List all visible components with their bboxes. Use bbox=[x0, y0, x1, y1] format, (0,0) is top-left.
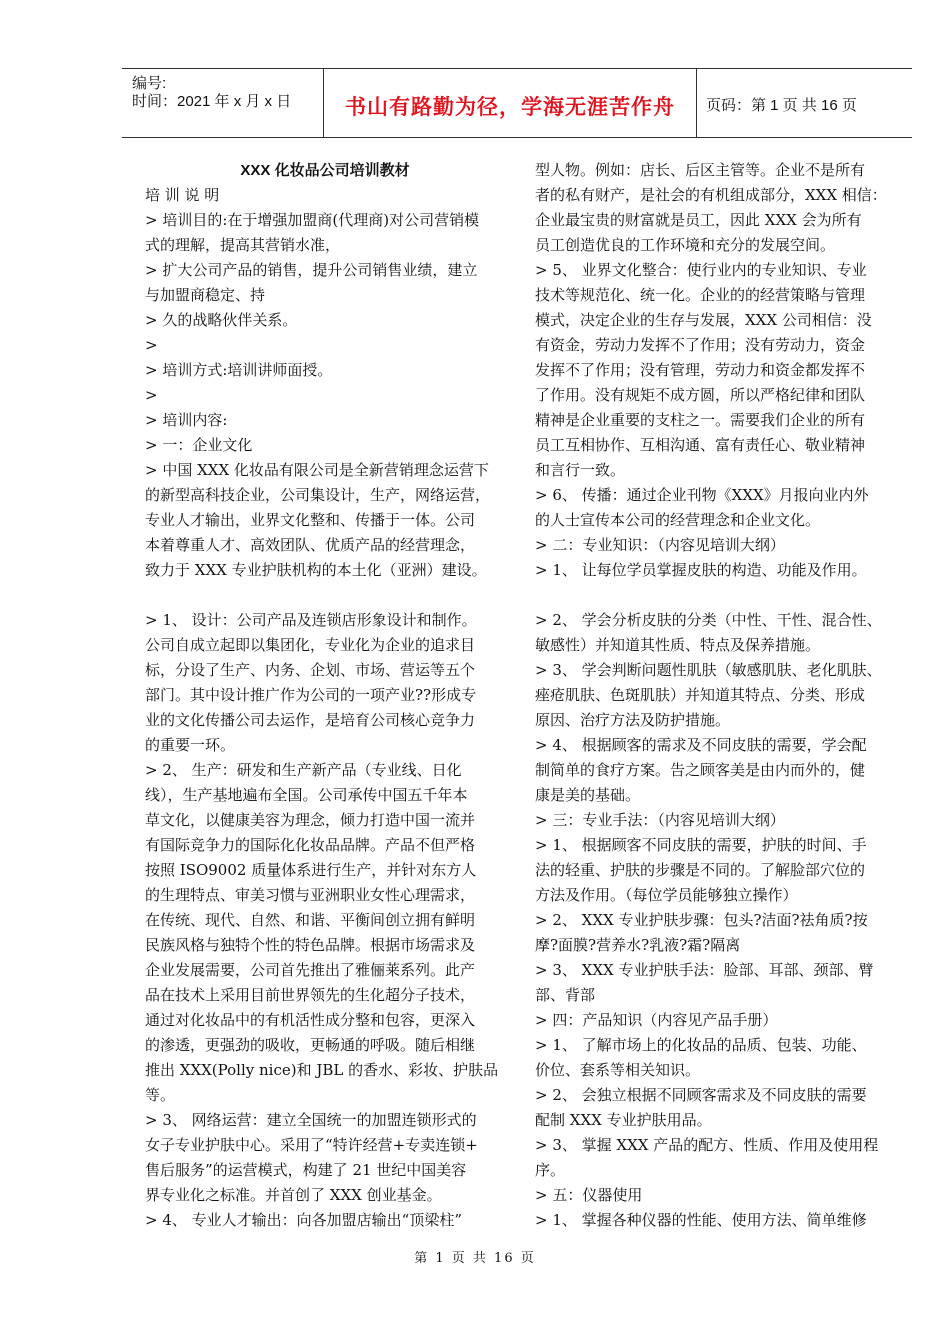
text-line: 通过对化妆品中的有机活性成分整和包容，更深入 bbox=[145, 1011, 476, 1029]
text-line: 售后服务”的运营模式，构建了 21 世纪中国美容 bbox=[145, 1161, 467, 1179]
text-line: 配制 XXX 专业护肤用品。 bbox=[535, 1111, 712, 1129]
text-line: > 6、 传播：通过企业刊物《XXX》月报向业内外 bbox=[535, 486, 869, 504]
text-line: 有国际竞争力的国际化化妆品品牌。产品不但严格 bbox=[145, 836, 476, 854]
text-line: 法的轻重、护肤的步骤是不同的。了解脸部穴位的 bbox=[535, 861, 866, 879]
text-line: > 培训方式:培训讲师面授。 bbox=[145, 361, 333, 379]
text-line: > bbox=[145, 336, 158, 354]
text-line: 价位、套系等相关知识。 bbox=[535, 1061, 701, 1079]
text-line: 的渗透，更强劲的吸收，更畅通的呼吸。随后相继 bbox=[145, 1036, 476, 1054]
text-line: 培 训 说 明 bbox=[145, 186, 220, 204]
text-line: 技术等规范化、统一化。企业的的经营策略与管理 bbox=[535, 286, 866, 304]
header-meta bbox=[122, 69, 322, 137]
text-line: 的新型高科技企业，公司集设计，生产，网络运营， bbox=[145, 486, 491, 504]
text-line: 摩?面膜?营养水?乳液?霜?隔离 bbox=[535, 936, 741, 954]
page-footer: 第 1 页 共 16 页 bbox=[414, 1251, 536, 1266]
text-line: 推出 XXX(Polly nice)和 JBL 的香水、彩妆、护肤品 bbox=[145, 1061, 499, 1079]
text-line: > 二：专业知识：（内容见培训大纲） bbox=[535, 536, 785, 554]
text-line: > 中国 XXX 化妆品有限公司是全新营销理念运营下 bbox=[145, 461, 489, 479]
text-line: > 三：专业手法：（内容见培训大纲） bbox=[535, 811, 785, 829]
text-line: 发挥不了作用；没有管理，劳动力和资金都发挥不 bbox=[535, 361, 866, 379]
text-line: 了作用。没有规矩不成方圆，所以严格纪律和团队 bbox=[535, 386, 866, 404]
text-line: > 1、 让每位学员掌握皮肤的构造、功能及作用。 bbox=[535, 561, 867, 579]
text-line: 和言行一致。 bbox=[535, 461, 626, 479]
text-line: > 1、 设计：公司产品及连锁店形象设计和制作。 bbox=[145, 611, 477, 629]
text-line: > 扩大公司产品的销售，提升公司销售业绩，建立 bbox=[145, 261, 478, 279]
text-line: > 培训内容: bbox=[145, 411, 228, 429]
text-line: 敏感性）并知道其性质、特点及保养措施。 bbox=[535, 636, 821, 654]
text-line: 在传统、现代、自然、和谐、平衡间创立拥有鲜明 bbox=[145, 911, 476, 929]
text-line: 康是美的基础。 bbox=[535, 786, 641, 804]
text-line: > 1、 掌握各种仪器的性能、使用方法、简单维修 bbox=[535, 1211, 867, 1229]
text-line: > 2、 生产：研发和生产新产品（专业线、日化 bbox=[145, 761, 462, 779]
text-line: > 2、 XXX 专业护肤步骤：包头?洁面?祛角质?按 bbox=[535, 911, 868, 929]
text-line: > 2、 会独立根据不同顾客需求及不同皮肤的需要 bbox=[535, 1086, 867, 1104]
text-line: 精神是企业重要的支柱之一。需要我们企业的所有 bbox=[535, 411, 866, 429]
text-line: > 3、 网络运营：建立全国统一的加盟连锁形式的 bbox=[145, 1111, 477, 1129]
text-line: 界专业化之标准。并首创了 XXX 创业基金。 bbox=[145, 1186, 442, 1204]
text-line: 有资金，劳动力发挥不了作用；没有劳动力，资金 bbox=[535, 336, 866, 354]
text-line: > 5、 业界文化整合：使行业内的专业知识、专业 bbox=[535, 261, 867, 279]
text-line: 型人物。例如：店长、后区主管等。企业不是所有 bbox=[535, 161, 866, 179]
text-line: 公司自成立起即以集团化，专业化为企业的追求目 bbox=[145, 636, 476, 654]
header-motto: 书山有路勤为径，学海无涯苦作舟 bbox=[345, 94, 675, 119]
text-line: > 4、 专业人才输出：向各加盟店输出“顶梁柱” bbox=[145, 1211, 462, 1229]
text-line: 模式，决定企业的生存与发展，XXX 公司相信：没 bbox=[535, 311, 872, 329]
text-line: 部、背部 bbox=[535, 986, 596, 1004]
text-line: 草文化，以健康美容为理念，倾力打造中国一流并 bbox=[145, 811, 476, 829]
text-line: > 久的战略伙伴关系。 bbox=[145, 311, 298, 329]
text-line: 企业最宝贵的财富就是员工，因此 XXX 会为所有 bbox=[535, 211, 862, 229]
text-line: 本着尊重人才、高效团队、优质产品的经营理念， bbox=[145, 536, 476, 554]
right-text-column bbox=[535, 158, 900, 1233]
text-line: 品在技术上采用目前世界领先的生化超分子技术， bbox=[145, 986, 476, 1004]
page-header bbox=[122, 68, 912, 138]
text-line bbox=[535, 583, 900, 608]
text-line: 的生理特点、审美习惯与亚洲职业女性心理需求， bbox=[145, 886, 476, 904]
text-line: > 一：企业文化 bbox=[145, 436, 253, 454]
text-line: 致力于 XXX 专业护肤机构的本土化（亚洲）建设。 bbox=[145, 561, 487, 579]
text-line: 者的私有财产，是社会的有机组成部分，XXX 相信： bbox=[535, 186, 887, 204]
text-line: > bbox=[145, 386, 158, 404]
text-line: 与加盟商稳定、持 bbox=[145, 286, 266, 304]
text-line: > 3、 学会判断问题性肌肤（敏感肌肤、老化肌肤、 bbox=[535, 661, 882, 679]
text-line: 的人士宣传本公司的经营理念和企业文化。 bbox=[535, 511, 821, 529]
text-line: > 3、 XXX 专业护肤手法：脸部、耳部、颈部、臂 bbox=[535, 961, 874, 979]
text-line: 的重要一环。 bbox=[145, 736, 236, 754]
text-line: 痤疮肌肤、色斑肌肤）并知道其特点、分类、形成 bbox=[535, 686, 866, 704]
text-line: 民族风格与独特个性的特色品牌。根据市场需求及 bbox=[145, 936, 476, 954]
text-line: 线），生产基地遍布全国。公司承传中国五千年本 bbox=[145, 786, 468, 804]
text-line: > 四：产品知识（内容见产品手册） bbox=[535, 1011, 778, 1029]
text-line: > 1、 根据顾客不同皮肤的需要，护肤的时间、手 bbox=[535, 836, 867, 854]
header-motto-cell bbox=[323, 69, 697, 137]
text-line: 女子专业护肤中心。采用了“特许经营+专卖连锁+ bbox=[145, 1136, 478, 1154]
document-date-label: 时间：2021 年 x 月 x 日 bbox=[132, 93, 292, 110]
text-line: 式的理解，提高其营销水准， bbox=[145, 236, 341, 254]
text-line: 部门。其中设计推广作为公司的一项产业??形成专 bbox=[145, 686, 477, 704]
text-line: > 1、 了解市场上的化妆品的品质、包装、功能、 bbox=[535, 1036, 867, 1054]
text-line: 按照 ISO9002 质量体系进行生产，并针对东方人 bbox=[145, 861, 477, 879]
document-title: XXX 化妆品公司培训教材 bbox=[240, 162, 410, 179]
text-line: 制简单的食疗方案。告之顾客美是由内而外的，健 bbox=[535, 761, 866, 779]
text-line: 业的文化传播公司去运作，是培育公司核心竞争力 bbox=[145, 711, 476, 729]
text-line: 员工互相协作、互相沟通、富有责任心、敬业精神 bbox=[535, 436, 866, 454]
text-line: 序。 bbox=[535, 1161, 566, 1179]
text-line: 原因、治疗方法及防护措施。 bbox=[535, 711, 731, 729]
text-line: 专业人才输出，业界文化整和、传播于一体。公司 bbox=[145, 511, 476, 529]
text-line: 员工创造优良的工作环境和充分的发展空间。 bbox=[535, 236, 836, 254]
header-page-number: 页码：第 1 页 共 16 页 bbox=[706, 97, 857, 114]
text-line: > 2、 学会分析皮肤的分类（中性、干性、混合性、 bbox=[535, 611, 882, 629]
text-line: > 培训目的:在于增强加盟商(代理商)对公司营销模 bbox=[145, 211, 480, 229]
header-page-cell bbox=[696, 69, 912, 137]
text-line: 标，分设了生产、内务、企划、市场、营运等五个 bbox=[145, 661, 476, 679]
text-line: 方法及作用。（每位学员能够独立操作） bbox=[535, 886, 798, 904]
text-line: > 3、 掌握 XXX 产品的配方、性质、作用及使用程 bbox=[535, 1136, 879, 1154]
left-text-column bbox=[145, 158, 505, 1233]
text-line: 企业发展需要，公司首先推出了雅俪莱系列。此产 bbox=[145, 961, 476, 979]
text-line bbox=[145, 583, 505, 608]
text-line: 等。 bbox=[145, 1086, 176, 1104]
document-number-label: 编号: bbox=[132, 75, 167, 92]
text-line: > 4、 根据顾客的需求及不同皮肤的需要，学会配 bbox=[535, 736, 867, 754]
text-line: > 五：仪器使用 bbox=[535, 1186, 643, 1204]
